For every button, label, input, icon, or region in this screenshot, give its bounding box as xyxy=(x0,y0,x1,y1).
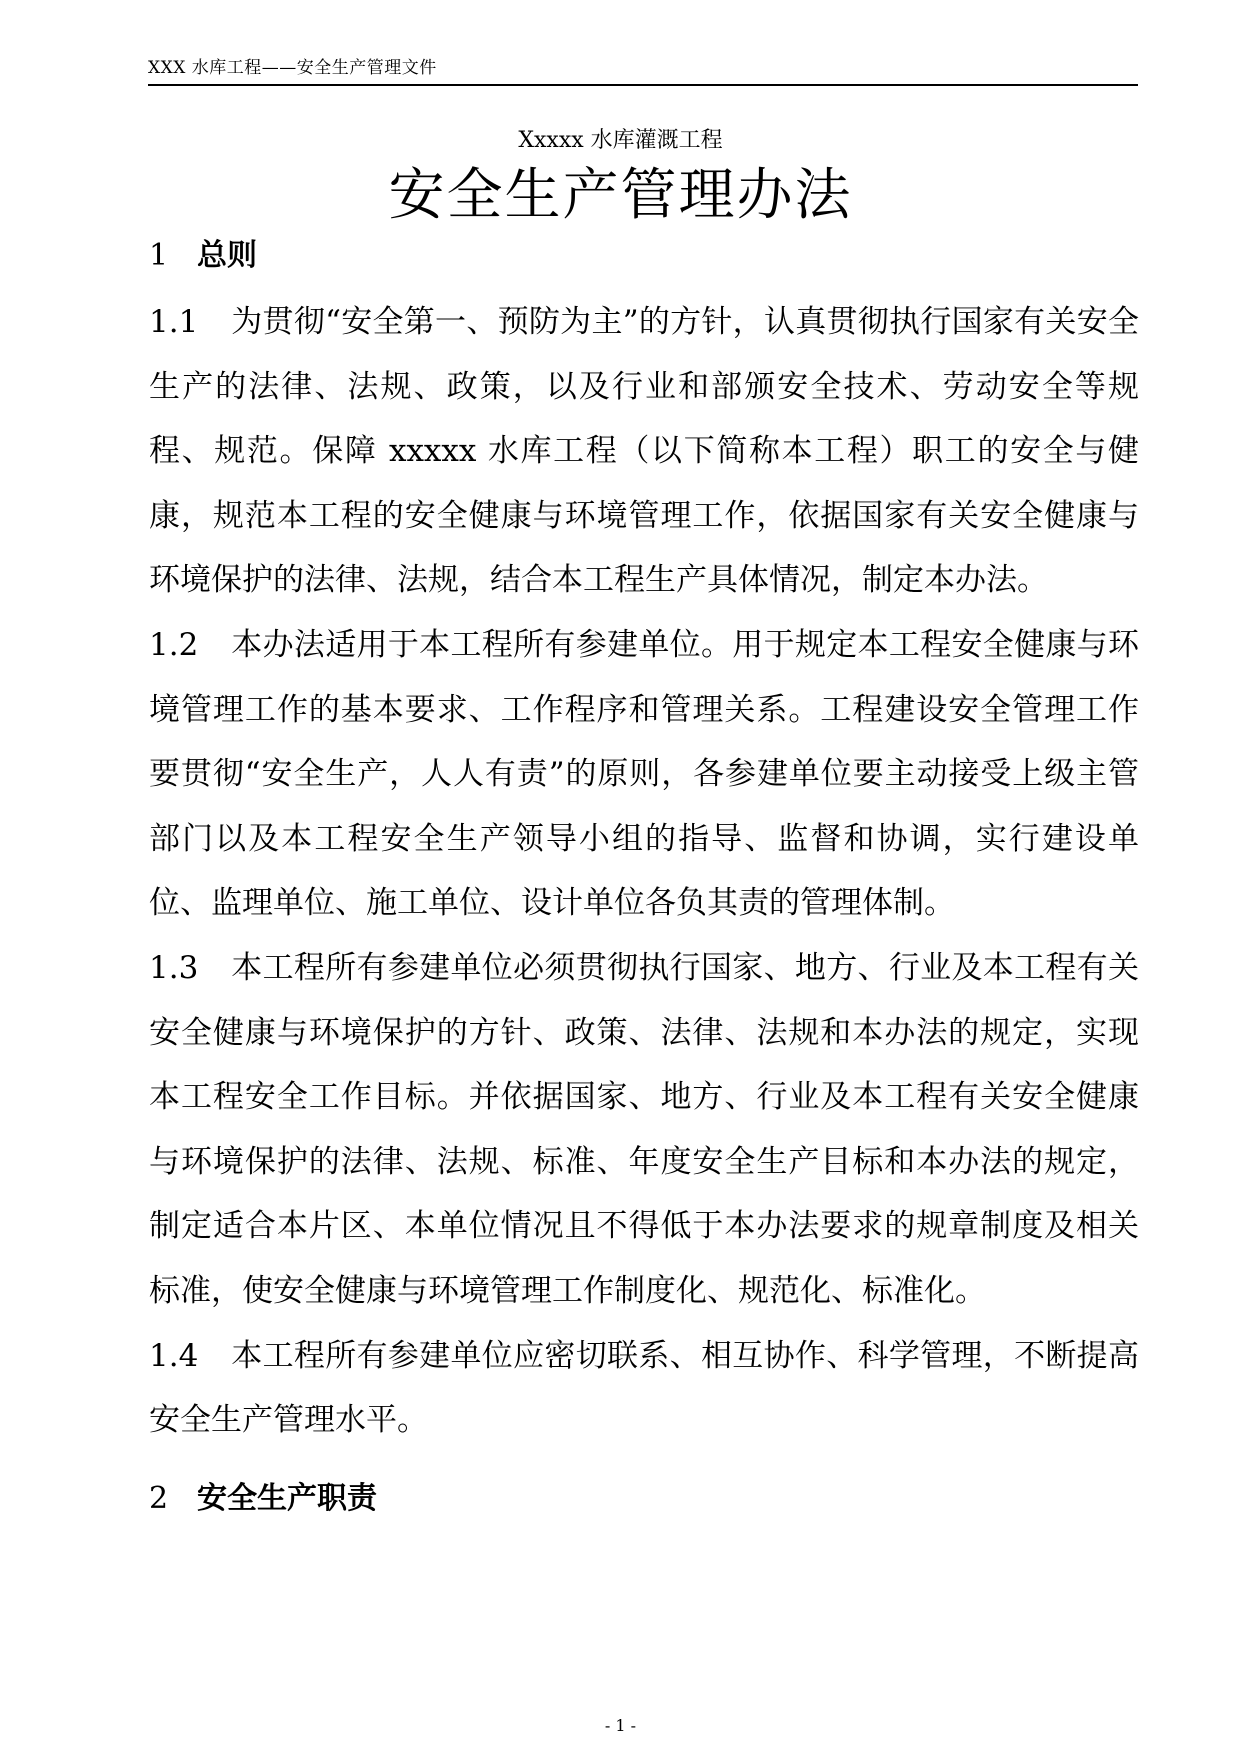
clause-number: 1.3 xyxy=(149,949,199,986)
clause-number: 1.2 xyxy=(149,626,199,663)
paragraph-1-3 xyxy=(149,936,1139,1324)
clause-text: 本工程所有参建单位应密切联系、相互协作、科学管理，不断提高安全生产管理水平。 xyxy=(149,1337,1139,1439)
clause-text: 为贯彻“安全第一、预防为主”的方针，认真贯彻执行国家有关安全生产的法律、法规、政策，以及行业和部颁安全技术、劳动安全等规程、规范。保障 xxxxx 水库工程（以下简称本工程）职工的安全与健康，规范本工程的安全健康与环境管理工作，依据国家有关安全健康与环境保护的法律、法规，结合本工程生产具体情况，制定本办法。 xyxy=(149,304,1139,599)
section-heading-1 xyxy=(149,222,1139,290)
document-body xyxy=(149,222,1139,1533)
section-number: 1 xyxy=(149,238,169,273)
document-title: 安全生产管理办法 xyxy=(388,163,853,228)
section-heading-2 xyxy=(149,1465,1139,1533)
document-subtitle: Xxxxx 水库灌溉工程 xyxy=(518,128,723,153)
paragraph-1-2 xyxy=(149,613,1139,936)
clause-text: 本办法适用于本工程所有参建单位。用于规定本工程安全健康与环境管理工作的基本要求、工作程序和管理关系。工程建设安全管理工作要贯彻“安全生产，人人有责”的原则，各参建单位要主动接受上级主管部门以及本工程安全生产领导小组的指导、监督和协调，实行建设单位、监理单位、施工单位、设计单位各负其责的管理体制。 xyxy=(149,626,1139,922)
section-title: 安全生产职责 xyxy=(197,1480,377,1516)
clause-number: 1.4 xyxy=(149,1337,199,1374)
paragraph-1-4 xyxy=(149,1324,1139,1453)
paragraph-1-1 xyxy=(149,290,1139,613)
section-number: 2 xyxy=(149,1480,169,1516)
header-text: XXX 水库工程——安全生产管理文件 xyxy=(148,58,437,78)
clause-text: 本工程所有参建单位必须贯彻执行国家、地方、行业及本工程有关安全健康与环境保护的方针、政策、法律、法规和本办法的规定，实现本工程安全工作目标。并依据国家、地方、行业及本工程有关安全健康与环境保护的法律、法规、标准、年度安全生产目标和本办法的规定，制定适合本片区、本单位情况且不得低于本办法要求的规章制度及相关标准，使安全健康与环境管理工作制度化、规范化、标准化。 xyxy=(149,949,1139,1309)
page-number: - 1 - xyxy=(604,1716,637,1735)
section-title: 总则 xyxy=(197,238,257,273)
page-header xyxy=(148,56,1138,86)
clause-number: 1.1 xyxy=(149,304,199,340)
